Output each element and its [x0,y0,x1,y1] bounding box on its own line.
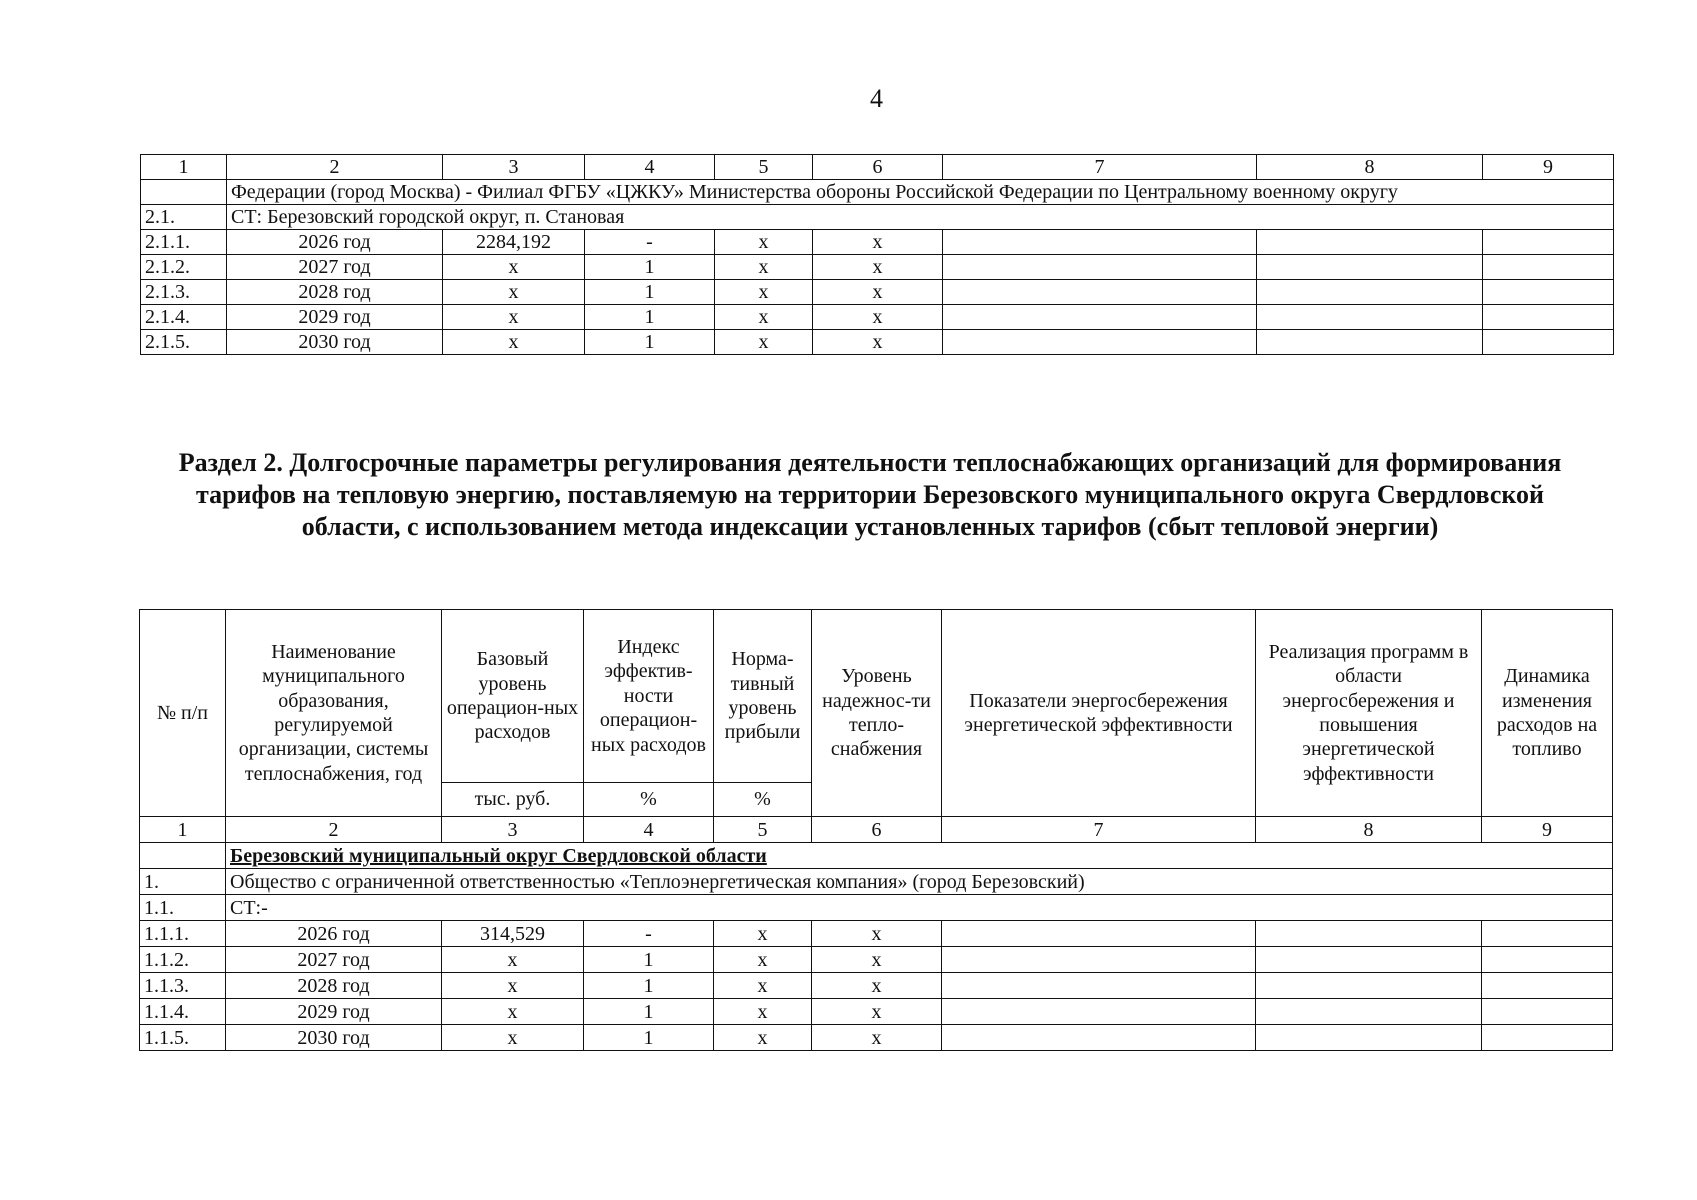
year-cell: 2030 год [226,1025,442,1051]
system-name: СТ:- [226,895,1613,921]
empty-cell [1257,255,1483,280]
empty-cell [1256,973,1482,999]
index-cell: - [585,230,715,255]
empty-cell [1256,999,1482,1025]
empty-cell [943,280,1257,305]
empty-cell [1257,280,1483,305]
col-num: 6 [813,155,943,180]
empty-cell [942,921,1256,947]
empty-cell [942,1025,1256,1051]
municipality-name: Березовский муниципальный округ Свердловской области [230,844,767,867]
table-row [140,1025,1613,1051]
empty-cell [1256,1025,1482,1051]
top-table [140,154,1614,355]
org-continuation-row [141,180,1614,205]
reliability-cell: х [813,305,943,330]
table-row [141,255,1614,280]
table-row [140,973,1613,999]
col-num: 7 [942,817,1256,843]
table-row [140,947,1613,973]
base-cost-cell: х [443,280,585,305]
empty-cell [942,947,1256,973]
empty-cell [943,305,1257,330]
col-num: 2 [227,155,443,180]
base-cost-cell: х [443,330,585,355]
profit-cell: х [715,305,813,330]
row-number: 2.1.2. [141,255,227,280]
base-cost-cell: х [442,947,584,973]
year-cell: 2028 год [227,280,443,305]
profit-cell: х [715,330,813,355]
index-cell: 1 [584,999,714,1025]
empty-cell [1483,255,1614,280]
col-num: 9 [1483,155,1614,180]
col-num: 8 [1257,155,1483,180]
empty-cell [1483,330,1614,355]
profit-cell: х [714,999,812,1025]
section-title: Раздел 2. Долгосрочные параметры регулирования деятельности теплоснабжающих организаций для формирования тарифов на тепловую энергию, поставляемую на территории Березовского муниципального округа Свердловской области, с использованием метода индексации установленных тарифов (сбыт тепловой энергии) [178,448,1562,541]
base-cost-cell: х [443,255,585,280]
org-name-continuation: Федерации (город Москва) - Филиал ФГБУ «ЦЖКУ» Министерства обороны Российской Федерации по Центральному военному округу [227,180,1614,205]
org-name: Общество с ограниченной ответственностью «Теплоэнергетическая компания» (город Березовский) [226,869,1613,895]
reliability-cell: х [813,230,943,255]
col-num: 4 [584,817,714,843]
reliability-cell: х [812,921,942,947]
empty-cell [1483,280,1614,305]
col-num: 8 [1256,817,1482,843]
header-row [140,610,1613,783]
empty-cell [1257,330,1483,355]
reliability-cell: х [812,973,942,999]
row-number: 1.1.1. [140,921,226,947]
reliability-cell: х [812,999,942,1025]
unit-profit: % [714,783,812,817]
year-cell: 2030 год [227,330,443,355]
row-number: 2.1.3. [141,280,227,305]
table-row [141,330,1614,355]
reliability-cell: х [813,280,943,305]
reliability-cell: х [813,330,943,355]
profit-cell: х [714,1025,812,1051]
row-number: 1.1.2. [140,947,226,973]
index-cell: 1 [584,947,714,973]
header-index: Индекс эффектив-ности операцион-ных расходов [584,610,714,783]
table-row [141,280,1614,305]
row-number: 1. [140,869,226,895]
empty-cell [943,230,1257,255]
col-num: 3 [443,155,585,180]
year-cell: 2029 год [227,305,443,330]
reliability-cell: х [812,1025,942,1051]
header-num: № п/п [140,610,226,817]
col-num: 7 [943,155,1257,180]
empty-cell [943,330,1257,355]
empty-cell [1482,1025,1613,1051]
col-num: 6 [812,817,942,843]
year-cell: 2027 год [227,255,443,280]
empty-cell [942,973,1256,999]
base-cost-cell: х [442,999,584,1025]
year-cell: 2026 год [227,230,443,255]
empty-cell [1256,921,1482,947]
index-cell: 1 [584,973,714,999]
row-number: 1.1.4. [140,999,226,1025]
base-cost-cell: х [442,973,584,999]
row-number: 2.1.1. [141,230,227,255]
index-cell: 1 [585,255,715,280]
empty-cell [1483,230,1614,255]
year-cell: 2029 год [226,999,442,1025]
profit-cell: х [714,973,812,999]
col-num: 1 [141,155,227,180]
empty-cell [141,180,227,205]
empty-cell [1256,947,1482,973]
col-num: 2 [226,817,442,843]
col-num: 5 [714,817,812,843]
col-num: 1 [140,817,226,843]
empty-cell [1482,973,1613,999]
col-num: 3 [442,817,584,843]
header-fuel: Динамика изменения расходов на топливо [1482,610,1613,817]
municipality-row [140,843,1613,869]
base-cost-cell: х [443,305,585,330]
empty-cell [1257,230,1483,255]
empty-cell [1257,305,1483,330]
profit-cell: х [714,947,812,973]
row-number: 2.1. [141,205,227,230]
row-number: 2.1.5. [141,330,227,355]
org-row [140,869,1613,895]
index-cell: 1 [585,305,715,330]
system-row [141,205,1614,230]
header-name: Наименование муниципального образования, регулируемой организации, системы теплоснабжения, год [226,610,442,817]
empty-cell [1482,921,1613,947]
index-cell: - [584,921,714,947]
year-cell: 2028 год [226,973,442,999]
table-row [140,999,1613,1025]
index-cell: 1 [585,330,715,355]
base-cost-cell: х [442,1025,584,1051]
row-number: 2.1.4. [141,305,227,330]
column-number-row [140,817,1613,843]
page-number: 4 [870,84,883,113]
header-energy-indicators: Показатели энергосбережения энергетической эффективности [942,610,1256,817]
empty-cell [943,255,1257,280]
profit-cell: х [715,255,813,280]
year-cell: 2027 год [226,947,442,973]
header-profit: Норма-тивный уровень прибыли [714,610,812,783]
profit-cell: х [714,921,812,947]
table-row [141,305,1614,330]
row-number: 1.1.3. [140,973,226,999]
index-cell: 1 [585,280,715,305]
year-cell: 2026 год [226,921,442,947]
base-cost-cell: 2284,192 [443,230,585,255]
column-number-row [141,155,1614,180]
col-num: 9 [1482,817,1613,843]
unit-base: тыс. руб. [442,783,584,817]
table-row [140,921,1613,947]
row-number: 1.1. [140,895,226,921]
empty-cell [1483,305,1614,330]
profit-cell: х [715,230,813,255]
empty-cell [1482,999,1613,1025]
col-num: 4 [585,155,715,180]
table-row [141,230,1614,255]
reliability-cell: х [813,255,943,280]
row-number: 1.1.5. [140,1025,226,1051]
system-row [140,895,1613,921]
bottom-table [139,609,1613,1051]
system-name: СТ: Березовский городской округ, п. Становая [227,205,1614,230]
header-base: Базовый уровень операцион-ных расходов [442,610,584,783]
header-reliability: Уровень надежнос-ти тепло-снабжения [812,610,942,817]
unit-index: % [584,783,714,817]
empty-cell [1482,947,1613,973]
header-programs: Реализация программ в области энергосбережения и повышения энергетической эффективности [1256,610,1482,817]
profit-cell: х [715,280,813,305]
reliability-cell: х [812,947,942,973]
index-cell: 1 [584,1025,714,1051]
base-cost-cell: 314,529 [442,921,584,947]
col-num: 5 [715,155,813,180]
empty-cell [140,843,226,869]
empty-cell [942,999,1256,1025]
